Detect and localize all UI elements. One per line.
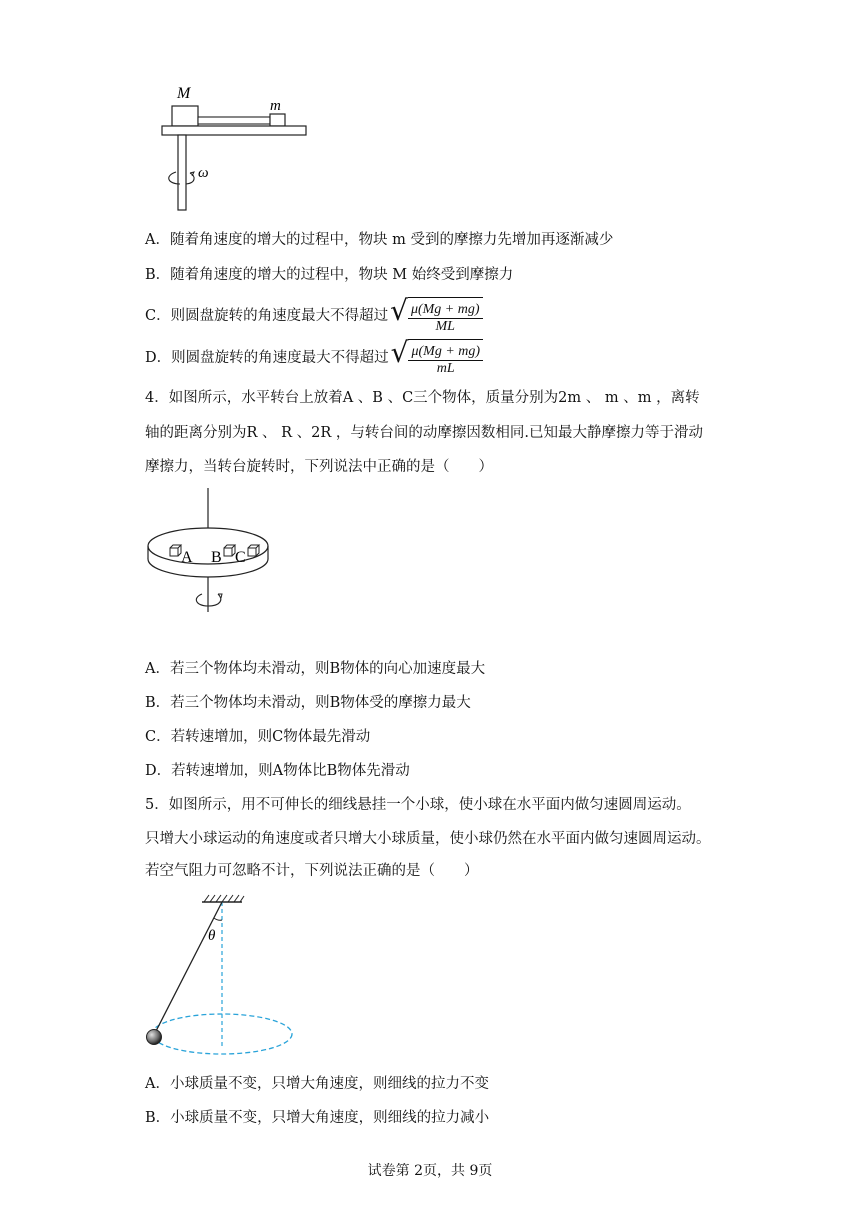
q4-option-c: C．若转速增加，则C物体最先滑动	[145, 729, 371, 745]
ceiling-hatch	[204, 895, 244, 902]
ball	[147, 1030, 162, 1045]
fraction-numerator: μ(Mg + mg)	[408, 302, 483, 319]
turntable-figure-2	[140, 488, 280, 613]
label-C: C	[235, 549, 246, 566]
shaft	[178, 135, 186, 210]
q4-line-1: 4．如图所示，水平转台上放着A 、B 、C三个物体，质量分别为2m 、 m 、m ，离转	[145, 390, 700, 406]
sqrt-expression: √ $\frac{\mu(Mg + mg)}{ML}$	[390, 294, 482, 338]
q4-line-3: 摩擦力，当转台旋转时，下列说法中正确的是（ ）	[145, 459, 493, 475]
q4-option-b: B．若三个物体均未滑动，则B物体受的摩擦力最大	[145, 695, 471, 711]
block-M	[172, 106, 198, 126]
q4-option-d: D．若转速增加，则A物体比B物体先滑动	[145, 763, 410, 779]
q3-option-a: A．随着角速度的增大的过程中，物块 m 受到的摩擦力先增加再逐渐减少	[145, 232, 614, 248]
q5-line-2: 只增大小球运动的角速度或者只增大小球质量，使小球仍然在水平面内做匀速圆周运动。	[145, 831, 711, 847]
fraction-denominator: mL	[436, 360, 455, 376]
q3-option-b: B．随着角速度的增大的过程中，物块 M 始终受到摩擦力	[145, 267, 514, 283]
fraction-numerator: μ(Mg + mg)	[408, 344, 483, 361]
q5-option-a: A．小球质量不变，只增大角速度，则细线的拉力不变	[145, 1076, 489, 1092]
label-omega: ω	[198, 165, 209, 181]
q5-line-3: 若空气阻力可忽略不计，下列说法正确的是（ ）	[145, 863, 479, 879]
q5-line-1: 5．如图所示，用不可伸长的细线悬挂一个小球，使小球在水平面内做匀速圆周运动。	[145, 797, 691, 813]
label-B: B	[211, 549, 222, 566]
connecting-rod	[198, 117, 270, 124]
q3-option-d-text: D．则圆盘旋转的角速度最大不得超过	[145, 350, 389, 366]
page-footer: 试卷第 2页，共 9页	[367, 1163, 493, 1179]
q4-line-2: 轴的距离分别为R 、 R 、2R ，与转台间的动摩擦因数相同.已知最大静摩擦力等于滑动	[145, 425, 704, 441]
string	[154, 902, 222, 1035]
turntable-figure-1	[150, 80, 320, 215]
sqrt-expression: √ $\frac{\mu(Mg + mg)}{mL}$	[391, 336, 483, 380]
label-theta: θ	[208, 928, 216, 944]
label-M: M	[177, 85, 191, 102]
q3-option-d	[145, 336, 483, 380]
disk-plate	[162, 126, 306, 135]
q4-option-a: A．若三个物体均未滑动，则B物体的向心加速度最大	[145, 661, 486, 677]
fraction-denominator: ML	[435, 318, 455, 334]
q3-option-c	[145, 294, 483, 338]
q3-option-c-text: C．则圆盘旋转的角速度最大不得超过	[145, 308, 389, 324]
circular-path	[152, 1014, 292, 1054]
q5-option-b: B．小球质量不变，只增大角速度，则细线的拉力减小	[145, 1110, 490, 1126]
label-A: A	[181, 549, 193, 566]
conical-pendulum-figure	[140, 892, 305, 1062]
angle-arc	[214, 918, 222, 920]
block-m	[270, 114, 285, 126]
label-m: m	[270, 98, 281, 114]
